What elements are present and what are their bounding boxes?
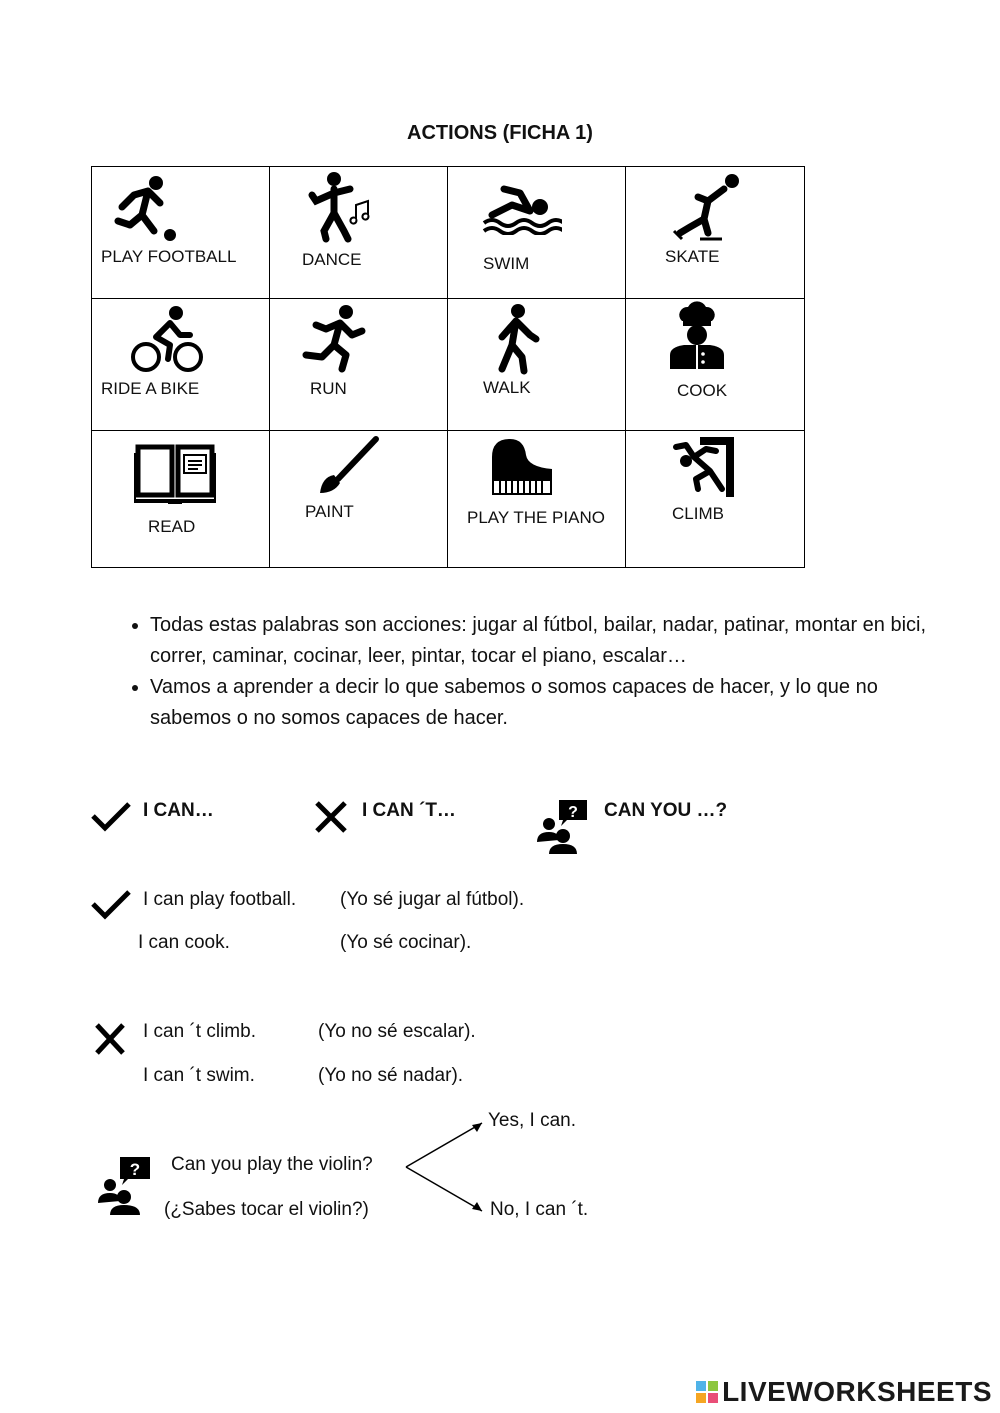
example-cant-es: (Yo no sé escalar). [318, 1021, 476, 1042]
swimmer-icon [482, 183, 562, 235]
liveworksheets-logo [696, 1376, 992, 1408]
action-cell-play-football [92, 167, 270, 299]
question-people-icon [537, 798, 589, 856]
example-can-es: (Yo sé jugar al fútbol). [340, 889, 525, 910]
paintbrush-icon [314, 435, 380, 497]
football-player-icon [104, 173, 184, 245]
intro-bullet-list [110, 610, 950, 734]
action-label: SWIM [483, 254, 530, 273]
piano-icon [490, 437, 554, 501]
action-cell-paint [270, 431, 448, 567]
action-cell-swim [448, 167, 626, 299]
bullet-item: • Todas estas palabras son acciones: jugar al fútbol, bailar, nadar, patinar, montar en bici, correr, caminar, cocinar, leer, pintar, tocar el piano, escalar… [150, 610, 950, 672]
action-label: PAINT [305, 502, 354, 521]
action-label: DANCE [302, 250, 362, 269]
action-cell-walk [448, 299, 626, 431]
action-label: CLIMB [672, 504, 724, 523]
runner-icon [302, 303, 368, 375]
example-cant-es: (Yo no sé nadar). [318, 1065, 464, 1086]
answer-no: No, I can ´t. [490, 1199, 589, 1220]
svg-text:?: ? [129, 1160, 141, 1179]
example-can-en: I can cook. [138, 932, 230, 953]
question-es: (¿Sabes tocar el violin?) [164, 1199, 369, 1220]
logo-text: LIVEWORKSHEETS [722, 1376, 992, 1407]
example-can-en: I can play football. [143, 889, 297, 910]
bullet-item: • Vamos a aprender a decir lo que sabemos o somos capaces de hacer, y lo que no sabemos o no somos capaces de hacer. [150, 672, 950, 734]
example-cant-en: I can ´t climb. [143, 1021, 256, 1042]
chef-icon [668, 299, 726, 371]
page-title: ACTIONS (FICHA 1) [407, 122, 593, 144]
heading-i-can: I CAN… [143, 800, 214, 821]
action-cell-read [92, 431, 270, 567]
walker-icon [490, 303, 544, 375]
heading-can-you: CAN YOU …? [604, 800, 728, 821]
action-cell-skate [626, 167, 804, 299]
question-en: Can you play the violin? [171, 1154, 373, 1175]
action-cell-run [270, 299, 448, 431]
skater-icon [672, 171, 748, 243]
book-icon [134, 443, 216, 505]
climber-icon [672, 435, 736, 499]
question-people-icon [98, 1155, 150, 1217]
svg-text:?: ? [568, 804, 578, 821]
action-cell-cook [626, 299, 804, 431]
action-label: PLAY FOOTBALL [101, 247, 237, 266]
dancer-icon [304, 171, 374, 243]
checkmark-icon [90, 888, 132, 922]
action-cell-dance [270, 167, 448, 299]
answer-yes: Yes, I can. [488, 1110, 577, 1131]
action-label: RUN [310, 379, 347, 398]
example-can-es: (Yo sé cocinar). [340, 932, 472, 953]
action-label: RIDE A BIKE [101, 379, 200, 398]
action-label: COOK [677, 381, 728, 400]
actions-grid [91, 166, 805, 568]
action-label: READ [148, 517, 196, 536]
checkmark-icon [90, 800, 132, 834]
answer-arrows [400, 1115, 490, 1220]
action-label: SKATE [665, 247, 720, 266]
example-cant-en: I can ´t swim. [143, 1065, 255, 1086]
action-cell-play-the-piano [448, 431, 626, 567]
action-label: WALK [483, 378, 531, 397]
action-label: PLAY THE PIANO [467, 508, 605, 527]
cross-icon [93, 1022, 127, 1056]
heading-i-cant: I CAN ´T… [362, 800, 456, 821]
action-cell-ride-a-bike [92, 299, 270, 431]
cross-icon [313, 800, 349, 834]
logo-mark-icon [696, 1381, 718, 1403]
action-cell-climb [626, 431, 804, 567]
cyclist-icon [130, 305, 204, 373]
